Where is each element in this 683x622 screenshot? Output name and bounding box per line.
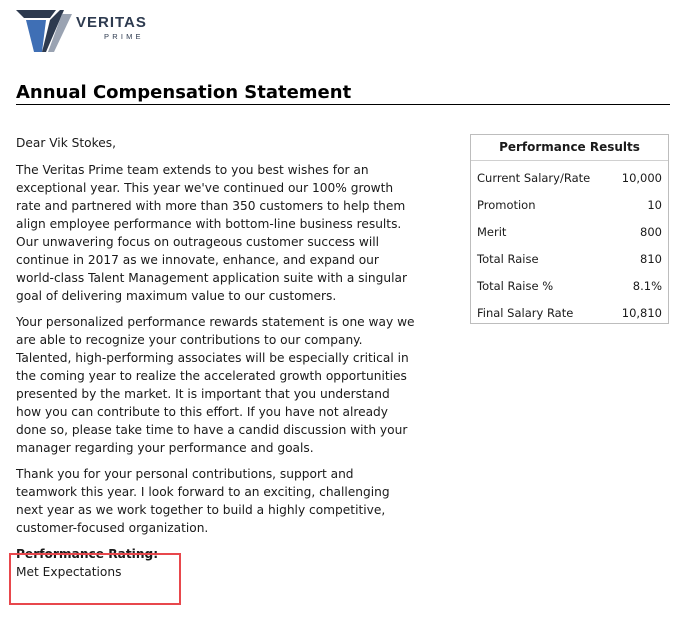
- results-row-value: 10: [647, 198, 662, 212]
- results-row: [471, 219, 668, 246]
- rating-highlight-box: [9, 553, 181, 605]
- results-row-value: 810: [640, 252, 662, 266]
- results-row-label: Total Raise: [477, 252, 539, 266]
- results-row-value: 8.1%: [632, 279, 662, 293]
- results-row-label: Promotion: [477, 198, 536, 212]
- letter-body: [16, 134, 416, 581]
- results-row: [471, 192, 668, 219]
- results-row: [471, 165, 668, 192]
- panel-title: Performance Results: [471, 135, 668, 161]
- results-row-value: 10,810: [621, 306, 662, 320]
- performance-rating-value: Met Expectations: [16, 565, 122, 579]
- results-row-value: 800: [640, 225, 662, 239]
- results-row-label: Total Raise %: [477, 279, 554, 293]
- results-row: [471, 273, 668, 300]
- page-title: Annual Compensation Statement: [16, 82, 670, 105]
- results-row-value: 10,000: [621, 171, 662, 185]
- results-row: [471, 246, 668, 273]
- performance-results-panel: [470, 134, 669, 324]
- logo-wordmark: VERITAS: [76, 14, 147, 31]
- letter-paragraph: Thank you for your personal contributions, support and teamwork this year. I look forward to an exciting, challenging next year as we work together to build a highly competitive, customer-focused organization.: [16, 467, 390, 535]
- logo-mark-icon: [16, 8, 74, 54]
- results-row-label: Merit: [477, 225, 507, 239]
- performance-rating-label: Performance Rating:: [16, 547, 159, 561]
- results-row-label: Current Salary/Rate: [477, 171, 591, 185]
- greeting: Dear Vik Stokes,: [16, 136, 116, 150]
- letter-paragraph: Your personalized performance rewards statement is one way we are able to recognize your contributions to our company. Talented, high-performing associates will be especially critical in the coming year to realize the accelerated growth opportunities presented by the market. It is important that you understand how you can contribute to this effort. If you have not already done so, please take time to have a candid discussion with your manager regarding your performance and goals.: [16, 315, 415, 455]
- veritas-prime-logo: [16, 8, 146, 56]
- letter-paragraph: The Veritas Prime team extends to you best wishes for an exceptional year. This year we've continued our 100% growth rate and partnered with more than 350 customers to help them align employee performance with bottom-line business results. Our unwavering focus on outrageous customer success will continue in 2017 as we innovate, enhance, and expand our world-class Talent Management application suite with a singular goal of delivering maximum value to our customers.: [16, 163, 407, 303]
- logo-subwordmark: PRIME: [104, 32, 144, 41]
- results-row: [471, 300, 668, 327]
- results-row-label: Final Salary Rate: [477, 306, 574, 320]
